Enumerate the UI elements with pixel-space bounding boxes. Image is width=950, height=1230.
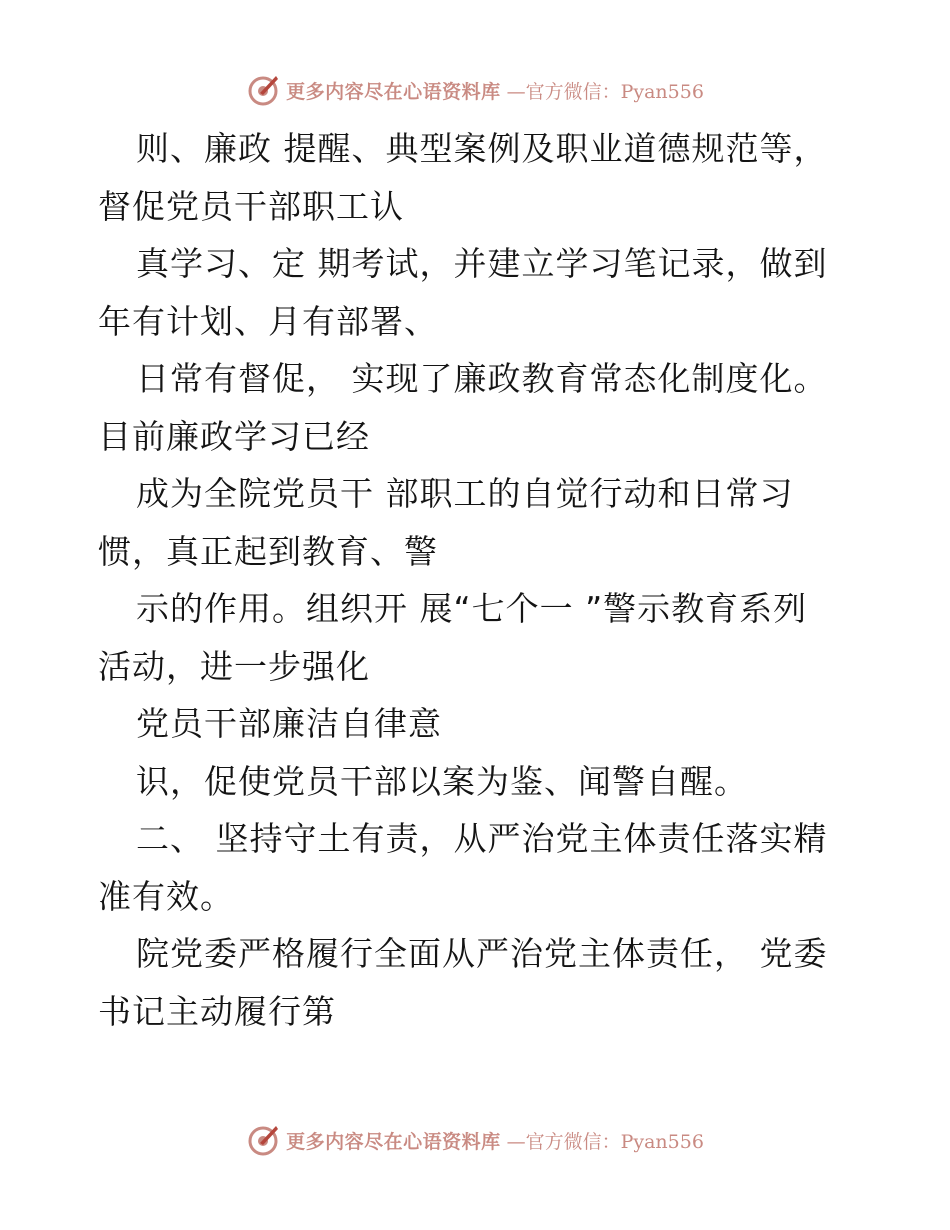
header-watermark <box>0 70 950 110</box>
text-line: 院党委严格履行全面从严治党主体责任， 党委 <box>136 934 828 973</box>
text-line: 真学习、定 期考试，并建立学习笔记录，做到 <box>136 244 828 283</box>
watermark-contact-text: —官方微信：Pyan556 <box>506 80 704 103</box>
watermark-contact-text: —官方微信：Pyan556 <box>506 1130 704 1153</box>
text-line: 示的作用。组织开 展“七个一 ”警示教育系列 <box>136 589 808 628</box>
text-line: 督促党员干部职工认 <box>98 186 404 226</box>
quill-seal-icon <box>246 1123 280 1157</box>
footer-watermark <box>0 1120 950 1160</box>
text-line: 活动，进一步强化 <box>98 646 370 686</box>
text-line: 则、廉政 提醒、典型案例及职业道德规范等， <box>136 129 828 168</box>
text-line: 年有计划、月有部署、 <box>98 301 438 341</box>
text-line: 目前廉政学习已经 <box>98 416 370 456</box>
text-line: 二、 坚持守土有责，从严治党主体责任落实精 <box>136 819 828 858</box>
text-line: 日常有督促， 实现了廉政教育常态化制度化。 <box>136 359 828 398</box>
text-line: 识，促使党员干部以案为鉴、闻警自醒。 <box>136 761 748 801</box>
text-line: 党员干部廉洁自律意 <box>136 704 442 743</box>
watermark-brand-text: 更多内容尽在心语资料库 <box>286 80 501 103</box>
quill-seal-icon <box>246 73 280 107</box>
text-line: 书记主动履行第 <box>98 991 336 1031</box>
document-body <box>98 120 878 1040</box>
watermark-brand-text: 更多内容尽在心语资料库 <box>286 1130 501 1153</box>
text-line: 成为全院党员干 部职工的自觉行动和日常习 <box>136 474 794 513</box>
text-line: 准有效。 <box>98 876 234 916</box>
text-line: 惯，真正起到教育、警 <box>98 531 438 571</box>
